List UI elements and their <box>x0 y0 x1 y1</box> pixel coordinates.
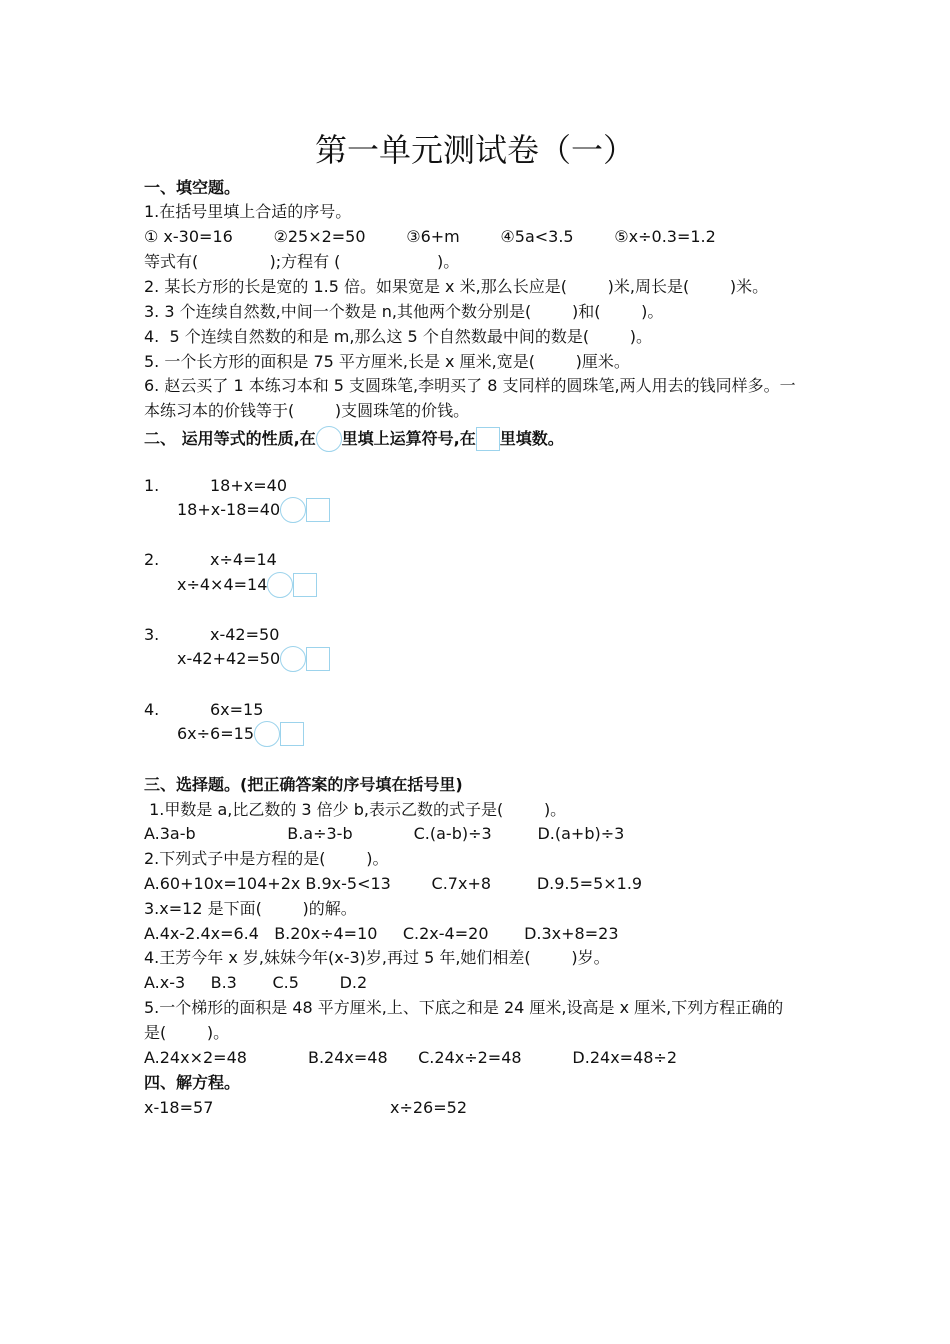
section-4-heading: 四、解方程。 <box>144 1073 241 1092</box>
fill-q2: 2. 某长方形的长是宽的 1.5 倍。如果宽是 x 米,那么长应是( )米,周长是( )米。 <box>144 277 769 296</box>
solve-equation-1: x-18=57 <box>144 1098 214 1117</box>
choice-q5-options: A.24x×2=48 B.24x=48 C.24x÷2=48 D.24x=48÷2 <box>144 1048 678 1067</box>
number-square-blank[interactable] <box>293 573 317 597</box>
number-square-icon <box>476 427 500 451</box>
fill-q1-options: ① x-30=16 ②25×2=50 ③6+m ④5a<3.5 ⑤x÷0.3=1.2 <box>144 227 716 246</box>
choice-q5-line1: 5.一个梯形的面积是 48 平方厘米,上、下底之和是 24 厘米,设高是 x 厘米,下列方程正确的 <box>144 998 784 1017</box>
choice-q3: 3.x=12 是下面( )的解。 <box>144 899 357 918</box>
property-item-number: 1. <box>144 476 160 495</box>
choice-q4-options: A.x-3 B.3 C.5 D.2 <box>144 973 368 992</box>
step-text: x÷4×4=14 <box>177 575 268 594</box>
step-text: 6x÷6=15 <box>177 724 254 743</box>
step-text: 18+x-18=40 <box>177 500 281 519</box>
property-item-equation: x-42=50 <box>210 625 280 644</box>
operator-circle-blank[interactable] <box>280 497 306 523</box>
number-square-blank[interactable] <box>306 647 330 671</box>
property-item-equation: 18+x=40 <box>210 476 287 495</box>
property-item-step <box>177 721 304 747</box>
operator-circle-blank[interactable] <box>254 721 280 747</box>
section-2-heading-part3: 里填数。 <box>499 429 564 448</box>
choice-q4: 4.王芳今年 x 岁,妹妹今年(x-3)岁,再过 5 年,她们相差( )岁。 <box>144 948 610 967</box>
operator-circle-blank[interactable] <box>280 646 306 672</box>
fill-q1-answer: 等式有( );方程有 ( )。 <box>144 252 460 271</box>
section-1-heading: 一、填空题。 <box>144 178 241 197</box>
operator-circle-icon <box>316 426 342 452</box>
fill-q6-line2: 本练习本的价钱等于( )支圆珠笔的价钱。 <box>144 401 470 420</box>
property-item-equation: 6x=15 <box>210 700 264 719</box>
operator-circle-blank[interactable] <box>267 572 293 598</box>
solve-equation-2: x÷26=52 <box>390 1098 467 1117</box>
property-item-number: 3. <box>144 625 160 644</box>
property-item-step <box>177 646 330 672</box>
choice-q2: 2.下列式子中是方程的是( )。 <box>144 849 389 868</box>
property-item-step <box>177 497 330 523</box>
section-2-heading-part1: 二、 运用等式的性质,在 <box>144 429 316 448</box>
section-2-heading-part2: 里填上运算符号,在 <box>341 429 476 448</box>
choice-q2-options: A.60+10x=104+2x B.9x-5<13 C.7x+8 D.9.5=5×1.9 <box>144 874 643 893</box>
step-text: x-42+42=50 <box>177 649 281 668</box>
fill-q5: 5. 一个长方形的面积是 75 平方厘米,长是 x 厘米,宽是( )厘米。 <box>144 352 630 371</box>
fill-q3: 3. 3 个连续自然数,中间一个数是 n,其他两个数分别是( )和( )。 <box>144 302 664 321</box>
property-item-equation: x÷4=14 <box>210 550 277 569</box>
choice-q3-options: A.4x-2.4x=6.4 B.20x÷4=10 C.2x-4=20 D.3x+8=23 <box>144 924 619 943</box>
property-item-number: 4. <box>144 700 160 719</box>
choice-q1-options: A.3a-b B.a÷3-b C.(a-b)÷3 D.(a+b)÷3 <box>144 824 625 843</box>
choice-q1: 1.甲数是 a,比乙数的 3 倍少 b,表示乙数的式子是( )。 <box>144 800 567 819</box>
page-title: 第一单元测试卷（一） <box>314 131 635 169</box>
number-square-blank[interactable] <box>280 722 304 746</box>
section-2-heading <box>144 426 564 452</box>
fill-q4: 4. 5 个连续自然数的和是 m,那么这 5 个自然数最中间的数是( )。 <box>144 327 652 346</box>
section-3-heading: 三、选择题。(把正确答案的序号填在括号里) <box>144 775 463 794</box>
property-item-number: 2. <box>144 550 160 569</box>
property-item-step <box>177 572 317 598</box>
choice-q5-line2: 是( )。 <box>144 1023 230 1042</box>
fill-q1: 1.在括号里填上合适的序号。 <box>144 202 352 221</box>
number-square-blank[interactable] <box>306 498 330 522</box>
fill-q6-line1: 6. 赵云买了 1 本练习本和 5 支圆珠笔,李明买了 8 支同样的圆珠笔,两人用去的钱同样多。一 <box>144 376 796 395</box>
